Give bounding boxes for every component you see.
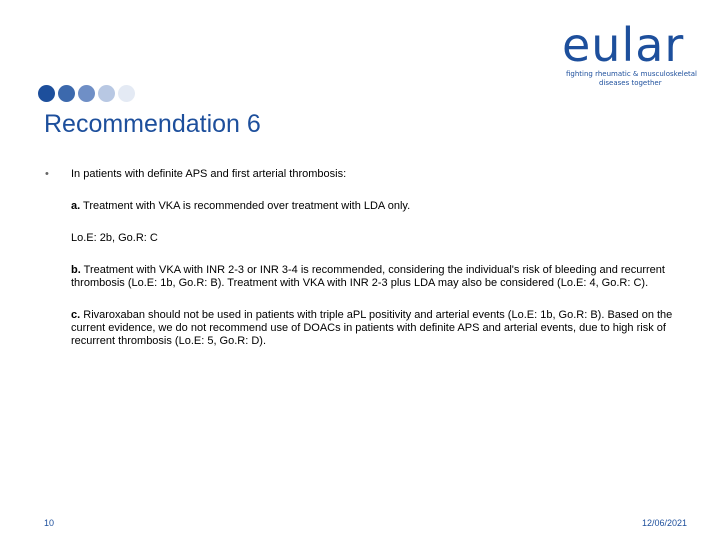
item-b-text: Treatment with VKA with INR 2-3 or INR 3-4 is recommended, considering the individual's risk of bleeding and recurrent thrombosis (Lo.E: 1b, Go.R: B). Treatment with VKA with INR 2-3 plus LDA may also be considered (Lo.E: 4, Go.R: C). xyxy=(71,264,665,289)
item-c-text: Rivaroxaban should not be used in patients with triple aPL positivity and arterial events (Lo.E: 1b, Go.R: B). Based on the current evidence, we do not recommend use of DOACs in patients with definite APS and arterial events, due to high risk of recurrent thrombosis (Lo.E: 5, Go.R: D). xyxy=(71,309,673,347)
dot-4 xyxy=(98,85,115,102)
page-number: 10 xyxy=(44,518,55,528)
intro-text: In patients with definite APS and first arterial thrombosis: xyxy=(71,168,347,180)
item-a-evidence: Lo.E: 2b, Go.R: C xyxy=(71,232,158,244)
dot-5 xyxy=(118,85,135,102)
logo-tagline-line1: fighting rheumatic & musculoskeletal xyxy=(566,70,697,78)
dot-2 xyxy=(58,85,75,102)
decorative-dots xyxy=(38,85,135,102)
footer-date: 12/06/2021 xyxy=(641,518,687,528)
logo-tagline-line2: diseases together xyxy=(599,79,662,87)
dot-3 xyxy=(78,85,95,102)
bullet-marker: • xyxy=(45,168,49,180)
item-b xyxy=(71,264,691,290)
item-a-text: Treatment with VKA is recommended over treatment with LDA only. xyxy=(80,200,411,212)
logo-wordmark: eular xyxy=(562,18,685,72)
item-a xyxy=(71,200,691,213)
item-c xyxy=(71,309,691,348)
eular-logo xyxy=(562,20,702,88)
item-a-label: a. xyxy=(71,200,81,212)
item-b-label: b. xyxy=(71,264,81,276)
dot-1 xyxy=(38,85,55,102)
item-c-label: c. xyxy=(71,309,81,321)
recommendation-body xyxy=(71,168,691,367)
slide-title: Recommendation 6 xyxy=(44,110,261,138)
